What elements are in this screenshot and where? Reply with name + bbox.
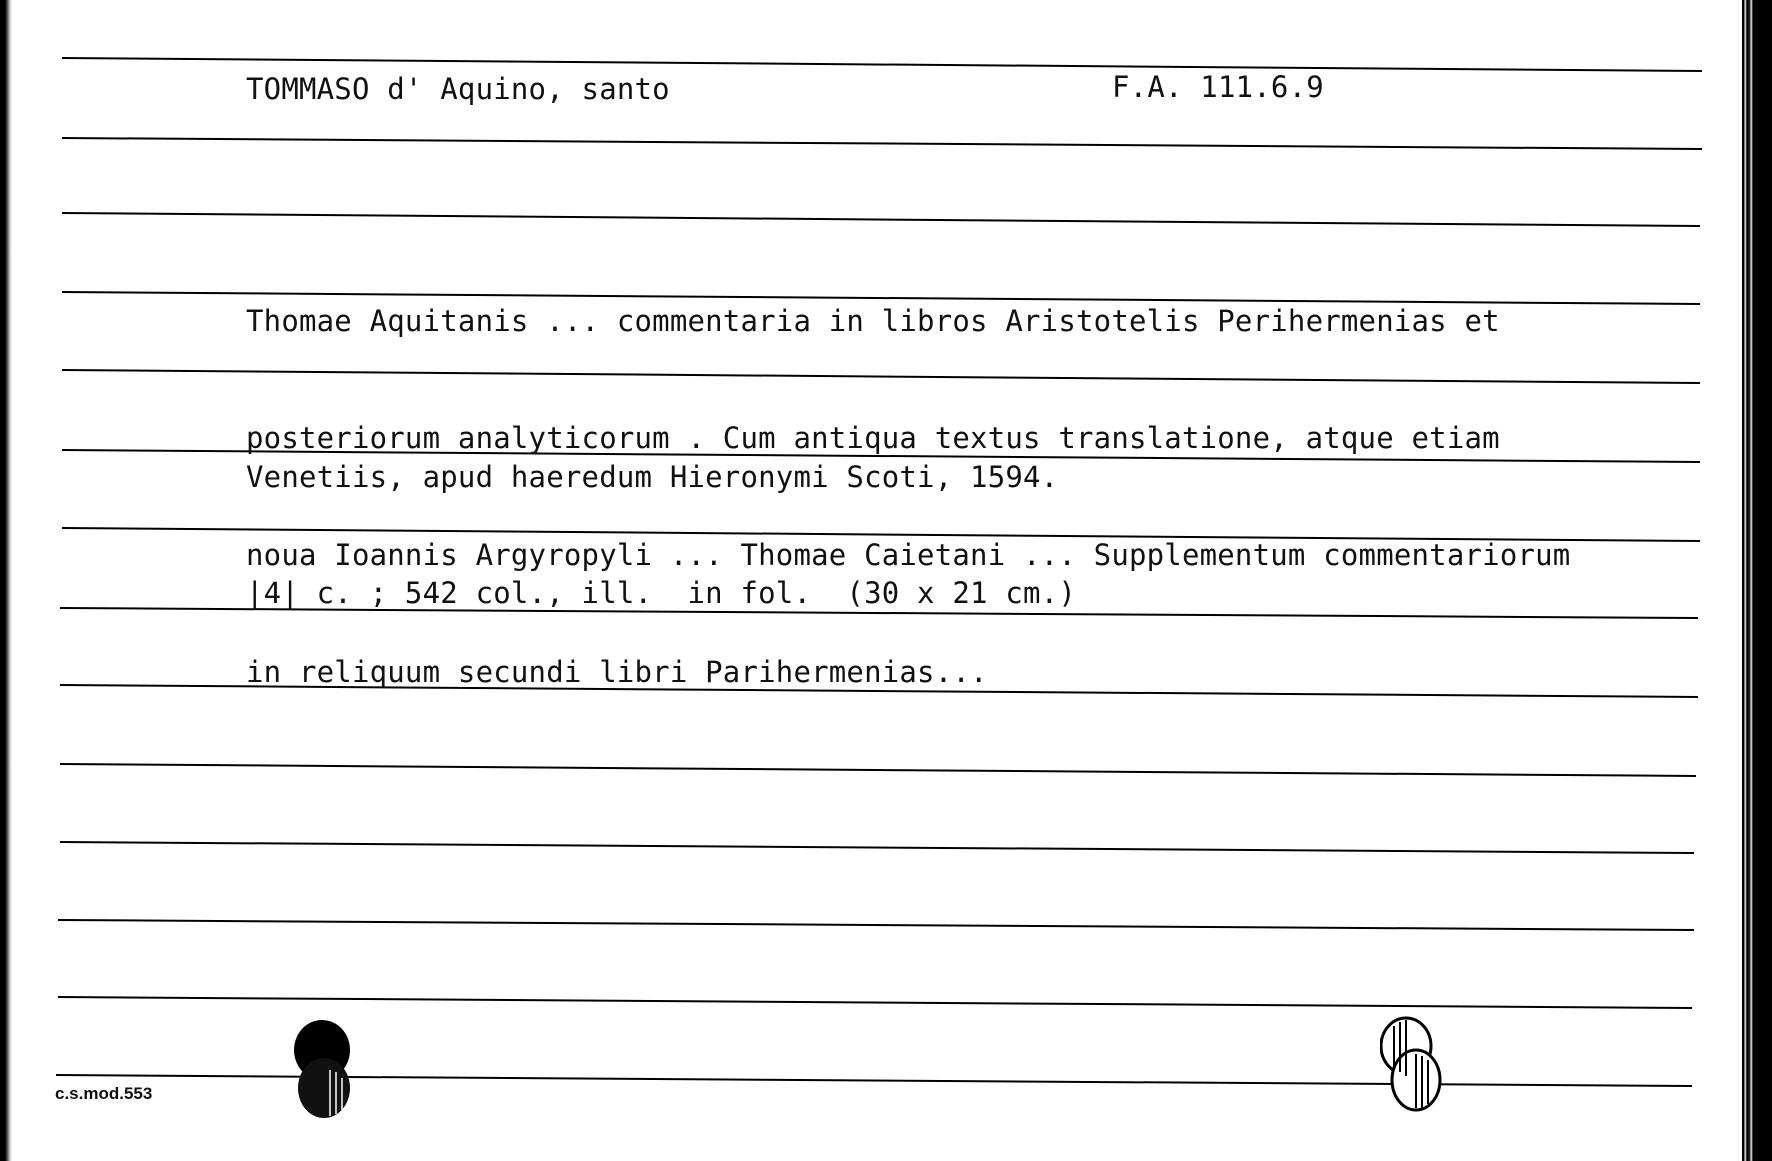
title-line: in reliquum secundi libri Parihermenias...: [246, 655, 988, 689]
title-block: [246, 224, 1570, 770]
title-line: Thomae Aquitanis ... commentaria in libros Aristotelis Perihermenias et: [246, 304, 1500, 338]
rule-line: [60, 842, 1694, 853]
punch-hole-left-icon: [290, 1020, 352, 1120]
title-line: posteriorum analyticorum . Cum antiqua textus translatione, atque etiam: [246, 421, 1500, 455]
rule-line: [62, 138, 1702, 149]
collation: |4| c. ; 542 col., ill. in fol. (30 x 21 cm.): [246, 576, 1076, 610]
title-line: noua Ioannis Argyropyli ... Thomae Caietani ... Supplementum commentariorum: [246, 538, 1571, 572]
punch-hole-right-icon: [1380, 1016, 1442, 1116]
rule-line: [58, 997, 1692, 1008]
shelfmark: F.A. 111.6.9: [1112, 70, 1324, 104]
imprint: Venetiis, apud haeredum Hieronymi Scoti, 1594.: [246, 460, 1059, 494]
author-heading: TOMMASO d' Aquino, santo: [246, 72, 670, 106]
form-code: c.s.mod.553: [55, 1084, 153, 1103]
rule-line: [58, 920, 1694, 930]
